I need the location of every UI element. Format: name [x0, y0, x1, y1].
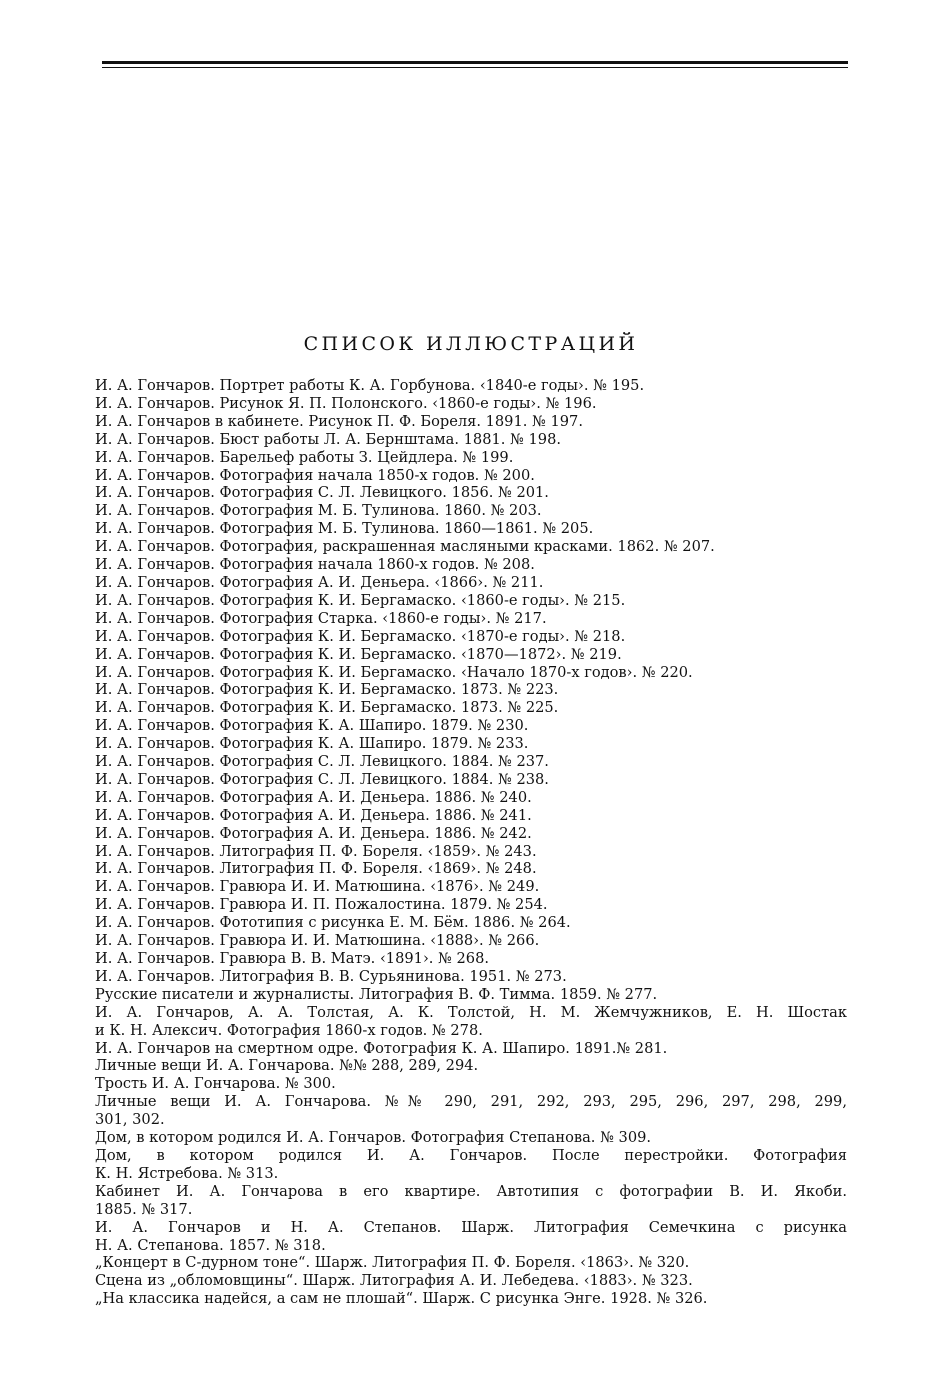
list-item-continuation: и К. Н. Алексич. Фотография 1860-х годов. № 278.	[95, 1021, 483, 1039]
list-item: И. А. Гончаров. Фотография С. Л. Левицкого. 1856. № 201.	[95, 484, 549, 502]
list-item: И. А. Гончаров. Гравюра И. И. Матюшина. ‹1876›. № 249.	[95, 878, 540, 896]
list-item: И. А. Гончаров. Фотография К. И. Бергамаско. ‹1860-е годы›. № 215.	[95, 591, 626, 609]
list-item: И. А. Гончаров. Гравюра И. П. Пожалостина. 1879. № 254.	[95, 896, 548, 914]
list-item: И. А. Гончаров. Фотография К. И. Бергамаско. ‹1870-е годы›. № 218.	[95, 627, 626, 645]
list-item: И. А. Гончаров. Фотография А. И. Деньера. ‹1866›. № 211.	[95, 573, 544, 591]
list-item: И. А. Гончаров. Портрет работы К. А. Горбунова. ‹1840-е годы›. № 195.	[95, 377, 645, 394]
list-item-continuation: Н. А. Степанова. 1857. № 318.	[95, 1236, 326, 1254]
list-item: И. А. Гончаров. Фотография А. И. Деньера. 1886. № 242.	[95, 824, 532, 842]
list-item: И. А. Гончаров. Рисунок Я. П. Полонского. ‹1860-е годы›. № 196.	[95, 394, 597, 412]
list-item: И. А. Гончаров. Фотография К. И. Бергамаско. ‹Начало 1870-х годов›. № 220.	[95, 663, 693, 681]
list-item: И. А. Гончаров. Фотография К. И. Бергамаско. ‹1870—1872›. № 219.	[95, 645, 622, 663]
list-item: И. А. Гончаров. Бюст работы Л. А. Бернштама. 1881. № 198.	[95, 430, 561, 448]
list-item: И. А. Гончаров. Гравюра И. И. Матюшина. ‹1888›. № 266.	[95, 932, 540, 950]
list-item: И. А. Гончаров. Фотография К. А. Шапиро. 1879. № 230.	[95, 717, 529, 735]
list-item: „Концерт в С-дурном тоне“. Шарж. Литография П. Ф. Бореля. ‹1863›. № 320.	[95, 1254, 690, 1272]
illustration-list	[95, 377, 847, 1308]
list-item: И. А. Гончаров. Литография В. В. Сурьянинова. 1951. № 273.	[95, 967, 567, 985]
list-item-multiline	[95, 1093, 847, 1129]
list-item: И. А. Гончаров. Фотография К. И. Бергамаско. 1873. № 223.	[95, 681, 559, 699]
list-item-multiline	[95, 1147, 847, 1183]
list-item: И. А. Гончаров. Фотография М. Б. Тулинова. 1860—1861. № 205.	[95, 520, 594, 538]
list-item: „На классика надейся, а сам не плошай“. Шарж. С рисунка Энге. 1928. № 326.	[95, 1290, 708, 1308]
list-item-multiline	[95, 1004, 847, 1040]
list-item-multiline	[95, 1183, 847, 1219]
list-item-continuation: К. Н. Ястребова. № 313.	[95, 1164, 279, 1182]
list-item: Личные вещи И. А. Гончарова. №№ 288, 289, 294.	[95, 1057, 479, 1075]
list-item: Дом, в котором родился И. А. Гончаров. Фотография Степанова. № 309.	[95, 1129, 652, 1147]
list-item: И. А. Гончаров на смертном одре. Фотография К. А. Шапиро. 1891.№ 281.	[95, 1039, 668, 1057]
list-item: И. А. Гончаров. Фотография С. Л. Левицкого. 1884. № 237.	[95, 753, 549, 771]
list-item: И. А. Гончаров. Фотография начала 1860-х годов. № 208.	[95, 556, 535, 574]
list-item: И. А. Гончаров. Фотография А. И. Деньера. 1886. № 240.	[95, 788, 532, 806]
list-item: И. А. Гончаров. Барельеф работы З. Цейдлера. № 199.	[95, 448, 514, 466]
list-item-continuation: 1885. № 317.	[95, 1200, 193, 1218]
list-item-first-line: Личные вещи И. А. Гончарова. №№ 290, 291, 292, 293, 295, 296, 297, 298, 299,	[95, 1093, 847, 1111]
list-item: И. А. Гончаров. Литография П. Ф. Бореля. ‹1869›. № 248.	[95, 860, 537, 878]
list-item: И. А. Гончаров. Фотография начала 1850-х годов. № 200.	[95, 466, 535, 484]
list-item-first-line: И. А. Гончаров и Н. А. Степанов. Шарж. Литография Семечкина с рисунка	[95, 1218, 847, 1236]
top-rule	[102, 61, 848, 64]
list-item: Трость И. А. Гончарова. № 300.	[95, 1075, 336, 1093]
list-item: И. А. Гончаров. Гравюра В. В. Матэ. ‹1891›. № 268.	[95, 950, 489, 967]
list-item: И. А. Гончаров. Фототипия с рисунка Е. М. Бём. 1886. № 264.	[95, 914, 571, 932]
list-item: Русские писатели и журналисты. Литография В. Ф. Тимма. 1859. № 277.	[95, 985, 658, 1003]
list-item: Сцена из „обломовщины“. Шарж. Литография А. И. Лебедева. ‹1883›. № 323.	[95, 1272, 693, 1290]
list-item: И. А. Гончаров. Фотография К. И. Бергамаско. 1873. № 225.	[95, 699, 559, 717]
list-item-first-line: Кабинет И. А. Гончарова в его квартире. Автотипия с фотографии В. И. Якоби.	[95, 1182, 847, 1200]
list-item: И. А. Гончаров. Фотография А. И. Деньера. 1886. № 241.	[95, 806, 532, 824]
list-item-multiline	[95, 1219, 847, 1255]
list-item: И. А. Гончаров. Фотография М. Б. Тулинова. 1860. № 203.	[95, 502, 542, 520]
list-item-first-line: Дом, в котором родился И. А. Гончаров. После перестройки. Фотография	[95, 1146, 847, 1164]
list-item-continuation: 301, 302.	[95, 1111, 165, 1129]
list-item: И. А. Гончаров в кабинете. Рисунок П. Ф. Бореля. 1891. № 197.	[95, 412, 583, 430]
top-rule-thin	[102, 67, 848, 68]
list-item: И. А. Гончаров. Фотография С. Л. Левицкого. 1884. № 238.	[95, 770, 549, 788]
list-item: И. А. Гончаров. Фотография Старка. ‹1860-е годы›. № 217.	[95, 609, 547, 627]
page-title: СПИСОК ИЛЛЮСТРАЦИЙ	[303, 333, 639, 355]
list-item: И. А. Гончаров. Литография П. Ф. Бореля. ‹1859›. № 243.	[95, 842, 537, 860]
list-item: И. А. Гончаров. Фотография К. А. Шапиро. 1879. № 233.	[95, 735, 529, 753]
list-item: И. А. Гончаров. Фотография, раскрашенная масляными красками. 1862. № 207.	[95, 538, 715, 556]
list-item-first-line: И. А. Гончаров, А. А. Толстая, А. К. Толстой, Н. М. Жемчужников, Е. Н. Шостак	[95, 1003, 847, 1021]
